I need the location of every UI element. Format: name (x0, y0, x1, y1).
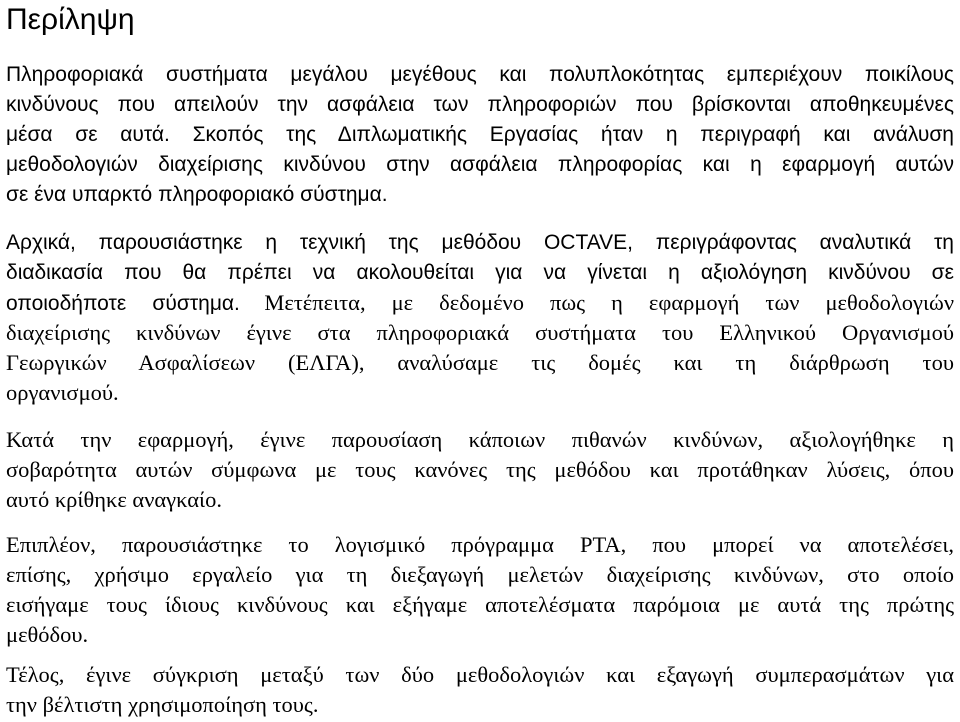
summary-paragraph-2 (6, 228, 954, 408)
page-title: Περίληψη (6, 3, 135, 36)
text-line: Κατά την εφαρμογή, έγινε παρουσίαση κάποιων πιθανών κινδύνων, αξιολογήθηκε η (6, 427, 954, 452)
text-line: διαχείρισης κινδύνων έγινε στα πληροφοριακά συστήματα του Ελληνικού Οργανισμού (6, 320, 954, 345)
document-content (6, 0, 954, 720)
summary-paragraph-4 (6, 530, 954, 650)
text-line: μεθόδου. (6, 622, 89, 647)
text-line: Γεωργικών Ασφαλίσεων (ΕΛΓΑ), αναλύσαμε τις δομές και τη διάρθρωση του (6, 350, 954, 375)
summary-paragraph-3 (6, 425, 954, 515)
text-line: σοβαρότητα αυτών σύμφωνα με τους κανόνες της μεθόδου και προτάθηκαν λύσεις, όπου (6, 457, 954, 482)
text-line: την βέλτιστη χρησιμοποίηση τους. (6, 692, 319, 717)
text-line: σε ένα υπαρκτό πληροφοριακό σύστημα. (6, 183, 388, 206)
summary-paragraph-1 (6, 60, 954, 210)
text-line: διαδικασία που θα πρέπει να ακολουθείται για να γίνεται η αξιολόγηση κινδύνου σε (6, 261, 954, 284)
text-line: κινδύνους που απειλούν την ασφάλεια των πληροφοριών που βρίσκονται αποθηκευμένες (6, 93, 954, 116)
summary-paragraph-5 (6, 660, 954, 720)
text-line: μέσα σε αυτά. Σκοπός της Διπλωματικής Εργασίας ήταν η περιγραφή και ανάλυση (6, 123, 954, 146)
text-line: μεθοδολογιών διαχείρισης κινδύνου στην ασφάλεια πληροφορίας και η εφαρμογή αυτών (6, 153, 954, 176)
text-line: Τέλος, έγινε σύγκριση μεταξύ των δύο μεθοδολογιών και εξαγωγή συμπερασμάτων για (6, 662, 954, 687)
text-line: εισήγαμε τους ίδιους κινδύνους και εξήγαμε αποτελέσματα παρόμοια με αυτά της πρώτης (6, 592, 954, 617)
text-line: Επιπλέον, παρουσιάστηκε το λογισμικό πρόγραμμα PTA, που μπορεί να αποτελέσει, (6, 532, 954, 557)
text-segment: Μετέπειτα, με δεδομένο πως η εφαρμογή των μεθοδολογιών (264, 290, 954, 315)
text-line: Πληροφοριακά συστήματα μεγάλου μεγέθους και πολυπλοκότητας εμπεριέχουν ποικίλους (6, 63, 954, 86)
text-line: αυτό κρίθηκε αναγκαίο. (6, 487, 222, 512)
text-line: Αρχικά, παρουσιάστηκε η τεχνική της μεθόδου OCTAVE, περιγράφοντας αναλυτικά τη (6, 231, 954, 254)
text-line: οργανισμού. (6, 380, 119, 405)
text-line (6, 288, 954, 318)
text-segment: οποιοδήποτε σύστημα. (6, 292, 240, 315)
text-line: επίσης, χρήσιμο εργαλείο για τη διεξαγωγή μελετών διαχείρισης κινδύνων, στο οποίο (6, 562, 954, 587)
